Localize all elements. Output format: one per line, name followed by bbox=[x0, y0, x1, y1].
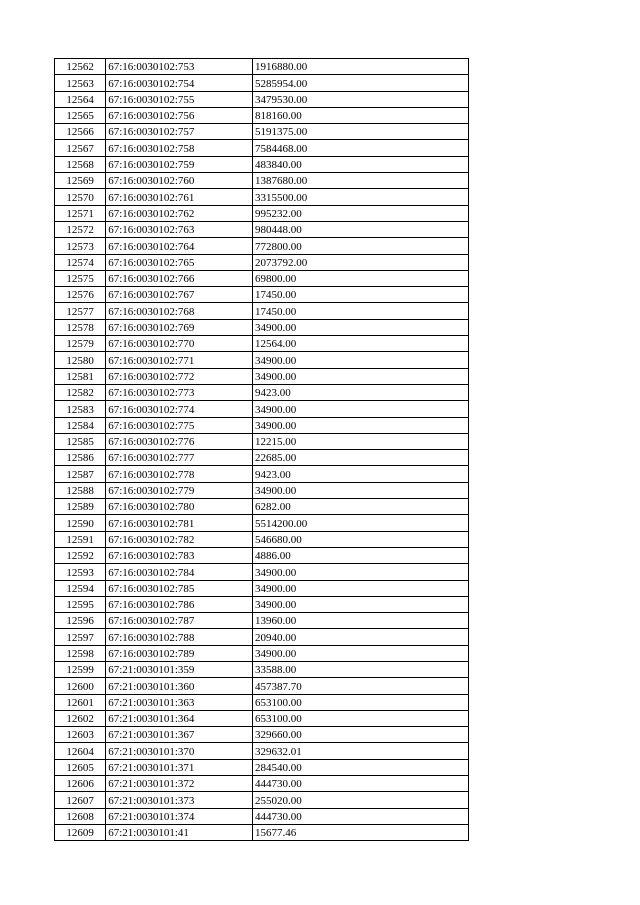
row-number-cell: 12568 bbox=[55, 156, 106, 172]
row-number-cell: 12599 bbox=[55, 661, 106, 677]
table-row bbox=[55, 776, 469, 792]
cadastral-number-cell: 67:21:0030101:363 bbox=[106, 694, 253, 710]
cadastral-number-cell: 67:16:0030102:787 bbox=[106, 613, 253, 629]
cadastral-value-cell: 12564.00 bbox=[252, 336, 468, 352]
table-row bbox=[55, 694, 469, 710]
row-number-cell: 12564 bbox=[55, 91, 106, 107]
table-row bbox=[55, 417, 469, 433]
cadastral-value-cell: 4886.00 bbox=[252, 547, 468, 563]
cadastral-value-cell: 772800.00 bbox=[252, 238, 468, 254]
row-number-cell: 12593 bbox=[55, 564, 106, 580]
row-number-cell: 12584 bbox=[55, 417, 106, 433]
table-row bbox=[55, 352, 469, 368]
cadastral-number-cell: 67:16:0030102:775 bbox=[106, 417, 253, 433]
row-number-cell: 12565 bbox=[55, 107, 106, 123]
cadastral-value-cell: 34900.00 bbox=[252, 482, 468, 498]
cadastral-value-cell: 34900.00 bbox=[252, 596, 468, 612]
cadastral-value-cell: 1916880.00 bbox=[252, 59, 468, 75]
table-row bbox=[55, 107, 469, 123]
cadastral-number-cell: 67:16:0030102:757 bbox=[106, 124, 253, 140]
row-number-cell: 12575 bbox=[55, 270, 106, 286]
cadastral-number-cell: 67:21:0030101:370 bbox=[106, 743, 253, 759]
cadastral-number-cell: 67:16:0030102:783 bbox=[106, 547, 253, 563]
cadastral-number-cell: 67:16:0030102:781 bbox=[106, 515, 253, 531]
cadastral-value-cell: 995232.00 bbox=[252, 205, 468, 221]
cadastral-value-cell: 3479530.00 bbox=[252, 91, 468, 107]
cadastral-number-cell: 67:16:0030102:778 bbox=[106, 466, 253, 482]
cadastral-value-cell: 5514200.00 bbox=[252, 515, 468, 531]
row-number-cell: 12594 bbox=[55, 580, 106, 596]
cadastral-number-cell: 67:16:0030102:770 bbox=[106, 336, 253, 352]
cadastral-value-cell: 34900.00 bbox=[252, 368, 468, 384]
row-number-cell: 12605 bbox=[55, 759, 106, 775]
cadastral-value-cell: 34900.00 bbox=[252, 417, 468, 433]
cadastral-number-cell: 67:16:0030102:755 bbox=[106, 91, 253, 107]
row-number-cell: 12601 bbox=[55, 694, 106, 710]
table-row bbox=[55, 596, 469, 612]
cadastral-number-cell: 67:16:0030102:763 bbox=[106, 221, 253, 237]
table-row bbox=[55, 401, 469, 417]
row-number-cell: 12578 bbox=[55, 319, 106, 335]
row-number-cell: 12608 bbox=[55, 808, 106, 824]
row-number-cell: 12609 bbox=[55, 824, 106, 840]
table-row bbox=[55, 531, 469, 547]
cadastral-number-cell: 67:21:0030101:372 bbox=[106, 776, 253, 792]
cadastral-value-cell: 12215.00 bbox=[252, 433, 468, 449]
table-row bbox=[55, 287, 469, 303]
row-number-cell: 12579 bbox=[55, 336, 106, 352]
cadastral-number-cell: 67:21:0030101:367 bbox=[106, 727, 253, 743]
cadastral-number-cell: 67:21:0030101:364 bbox=[106, 710, 253, 726]
cadastral-value-cell: 444730.00 bbox=[252, 776, 468, 792]
cadastral-number-cell: 67:16:0030102:780 bbox=[106, 499, 253, 515]
cadastral-value-cell: 329660.00 bbox=[252, 727, 468, 743]
cadastral-value-cell: 980448.00 bbox=[252, 221, 468, 237]
cadastral-number-cell: 67:16:0030102:760 bbox=[106, 173, 253, 189]
table-row bbox=[55, 759, 469, 775]
cadastral-value-cell: 22685.00 bbox=[252, 450, 468, 466]
table-row bbox=[55, 515, 469, 531]
table-row bbox=[55, 727, 469, 743]
row-number-cell: 12583 bbox=[55, 401, 106, 417]
row-number-cell: 12591 bbox=[55, 531, 106, 547]
row-number-cell: 12587 bbox=[55, 466, 106, 482]
cadastral-value-cell: 33588.00 bbox=[252, 661, 468, 677]
row-number-cell: 12582 bbox=[55, 384, 106, 400]
table-row bbox=[55, 124, 469, 140]
row-number-cell: 12566 bbox=[55, 124, 106, 140]
table-row bbox=[55, 824, 469, 840]
cadastral-value-cell: 34900.00 bbox=[252, 645, 468, 661]
table-row bbox=[55, 336, 469, 352]
cadastral-value-cell: 5285954.00 bbox=[252, 75, 468, 91]
table-body bbox=[55, 59, 469, 841]
row-number-cell: 12562 bbox=[55, 59, 106, 75]
row-number-cell: 12589 bbox=[55, 499, 106, 515]
cadastral-number-cell: 67:16:0030102:773 bbox=[106, 384, 253, 400]
cadastral-number-cell: 67:16:0030102:767 bbox=[106, 287, 253, 303]
table-row bbox=[55, 303, 469, 319]
row-number-cell: 12595 bbox=[55, 596, 106, 612]
row-number-cell: 12572 bbox=[55, 221, 106, 237]
cadastral-value-cell: 9423.00 bbox=[252, 466, 468, 482]
cadastral-value-cell: 34900.00 bbox=[252, 352, 468, 368]
row-number-cell: 12570 bbox=[55, 189, 106, 205]
row-number-cell: 12563 bbox=[55, 75, 106, 91]
row-number-cell: 12580 bbox=[55, 352, 106, 368]
cadastral-value-cell: 457387.70 bbox=[252, 678, 468, 694]
table-row bbox=[55, 254, 469, 270]
table-row bbox=[55, 645, 469, 661]
cadastral-number-cell: 67:16:0030102:789 bbox=[106, 645, 253, 661]
table-row bbox=[55, 319, 469, 335]
table-row bbox=[55, 270, 469, 286]
table-row bbox=[55, 140, 469, 156]
cadastral-number-cell: 67:16:0030102:766 bbox=[106, 270, 253, 286]
table-row bbox=[55, 792, 469, 808]
row-number-cell: 12590 bbox=[55, 515, 106, 531]
cadastral-number-cell: 67:16:0030102:782 bbox=[106, 531, 253, 547]
table-row bbox=[55, 156, 469, 172]
cadastral-number-cell: 67:16:0030102:758 bbox=[106, 140, 253, 156]
cadastral-value-cell: 255020.00 bbox=[252, 792, 468, 808]
table-row bbox=[55, 808, 469, 824]
cadastral-value-cell: 17450.00 bbox=[252, 287, 468, 303]
table-row bbox=[55, 629, 469, 645]
row-number-cell: 12602 bbox=[55, 710, 106, 726]
table-row bbox=[55, 173, 469, 189]
row-number-cell: 12586 bbox=[55, 450, 106, 466]
cadastral-number-cell: 67:16:0030102:756 bbox=[106, 107, 253, 123]
row-number-cell: 12592 bbox=[55, 547, 106, 563]
row-number-cell: 12588 bbox=[55, 482, 106, 498]
row-number-cell: 12567 bbox=[55, 140, 106, 156]
table-row bbox=[55, 466, 469, 482]
row-number-cell: 12597 bbox=[55, 629, 106, 645]
table-row bbox=[55, 59, 469, 75]
cadastral-value-cell: 1387680.00 bbox=[252, 173, 468, 189]
table-row bbox=[55, 384, 469, 400]
row-number-cell: 12607 bbox=[55, 792, 106, 808]
cadastral-number-cell: 67:16:0030102:765 bbox=[106, 254, 253, 270]
table-row bbox=[55, 205, 469, 221]
table-row bbox=[55, 547, 469, 563]
table-row bbox=[55, 678, 469, 694]
cadastral-number-cell: 67:21:0030101:371 bbox=[106, 759, 253, 775]
row-number-cell: 12581 bbox=[55, 368, 106, 384]
row-number-cell: 12569 bbox=[55, 173, 106, 189]
row-number-cell: 12606 bbox=[55, 776, 106, 792]
cadastral-value-cell: 5191375.00 bbox=[252, 124, 468, 140]
cadastral-value-table bbox=[54, 58, 469, 841]
cadastral-value-cell: 483840.00 bbox=[252, 156, 468, 172]
row-number-cell: 12598 bbox=[55, 645, 106, 661]
row-number-cell: 12571 bbox=[55, 205, 106, 221]
cadastral-value-cell: 9423.00 bbox=[252, 384, 468, 400]
table-row bbox=[55, 75, 469, 91]
table-row bbox=[55, 91, 469, 107]
cadastral-number-cell: 67:16:0030102:771 bbox=[106, 352, 253, 368]
table-row bbox=[55, 710, 469, 726]
cadastral-number-cell: 67:21:0030101:359 bbox=[106, 661, 253, 677]
cadastral-number-cell: 67:16:0030102:764 bbox=[106, 238, 253, 254]
table-row bbox=[55, 238, 469, 254]
cadastral-number-cell: 67:16:0030102:762 bbox=[106, 205, 253, 221]
cadastral-value-cell: 818160.00 bbox=[252, 107, 468, 123]
cadastral-number-cell: 67:16:0030102:759 bbox=[106, 156, 253, 172]
cadastral-value-cell: 17450.00 bbox=[252, 303, 468, 319]
cadastral-value-cell: 2073792.00 bbox=[252, 254, 468, 270]
cadastral-value-cell: 653100.00 bbox=[252, 694, 468, 710]
row-number-cell: 12576 bbox=[55, 287, 106, 303]
cadastral-value-cell: 546680.00 bbox=[252, 531, 468, 547]
row-number-cell: 12600 bbox=[55, 678, 106, 694]
cadastral-number-cell: 67:21:0030101:41 bbox=[106, 824, 253, 840]
cadastral-number-cell: 67:16:0030102:753 bbox=[106, 59, 253, 75]
table-row bbox=[55, 433, 469, 449]
cadastral-value-cell: 34900.00 bbox=[252, 564, 468, 580]
cadastral-number-cell: 67:16:0030102:788 bbox=[106, 629, 253, 645]
table-row bbox=[55, 189, 469, 205]
cadastral-value-cell: 13960.00 bbox=[252, 613, 468, 629]
row-number-cell: 12585 bbox=[55, 433, 106, 449]
cadastral-number-cell: 67:16:0030102:769 bbox=[106, 319, 253, 335]
row-number-cell: 12573 bbox=[55, 238, 106, 254]
cadastral-value-cell: 653100.00 bbox=[252, 710, 468, 726]
table-row bbox=[55, 368, 469, 384]
cadastral-number-cell: 67:21:0030101:373 bbox=[106, 792, 253, 808]
cadastral-value-cell: 34900.00 bbox=[252, 319, 468, 335]
cadastral-number-cell: 67:16:0030102:754 bbox=[106, 75, 253, 91]
table-row bbox=[55, 613, 469, 629]
cadastral-value-cell: 7584468.00 bbox=[252, 140, 468, 156]
row-number-cell: 12603 bbox=[55, 727, 106, 743]
cadastral-number-cell: 67:16:0030102:786 bbox=[106, 596, 253, 612]
cadastral-number-cell: 67:16:0030102:777 bbox=[106, 450, 253, 466]
table-row bbox=[55, 580, 469, 596]
table-row bbox=[55, 564, 469, 580]
row-number-cell: 12604 bbox=[55, 743, 106, 759]
table-row bbox=[55, 499, 469, 515]
row-number-cell: 12577 bbox=[55, 303, 106, 319]
table-row bbox=[55, 743, 469, 759]
cadastral-value-cell: 444730.00 bbox=[252, 808, 468, 824]
table-row bbox=[55, 450, 469, 466]
cadastral-number-cell: 67:16:0030102:761 bbox=[106, 189, 253, 205]
cadastral-value-cell: 15677.46 bbox=[252, 824, 468, 840]
table-row bbox=[55, 661, 469, 677]
cadastral-number-cell: 67:16:0030102:779 bbox=[106, 482, 253, 498]
cadastral-number-cell: 67:16:0030102:774 bbox=[106, 401, 253, 417]
cadastral-value-cell: 6282.00 bbox=[252, 499, 468, 515]
table-row bbox=[55, 221, 469, 237]
cadastral-number-cell: 67:16:0030102:784 bbox=[106, 564, 253, 580]
cadastral-number-cell: 67:16:0030102:785 bbox=[106, 580, 253, 596]
cadastral-value-cell: 69800.00 bbox=[252, 270, 468, 286]
cadastral-number-cell: 67:21:0030101:360 bbox=[106, 678, 253, 694]
table-row bbox=[55, 482, 469, 498]
cadastral-value-cell: 329632.01 bbox=[252, 743, 468, 759]
cadastral-value-cell: 34900.00 bbox=[252, 580, 468, 596]
cadastral-number-cell: 67:16:0030102:772 bbox=[106, 368, 253, 384]
cadastral-value-cell: 20940.00 bbox=[252, 629, 468, 645]
cadastral-value-cell: 34900.00 bbox=[252, 401, 468, 417]
row-number-cell: 12596 bbox=[55, 613, 106, 629]
cadastral-number-cell: 67:16:0030102:776 bbox=[106, 433, 253, 449]
cadastral-value-cell: 3315500.00 bbox=[252, 189, 468, 205]
cadastral-number-cell: 67:21:0030101:374 bbox=[106, 808, 253, 824]
row-number-cell: 12574 bbox=[55, 254, 106, 270]
cadastral-value-cell: 284540.00 bbox=[252, 759, 468, 775]
cadastral-number-cell: 67:16:0030102:768 bbox=[106, 303, 253, 319]
